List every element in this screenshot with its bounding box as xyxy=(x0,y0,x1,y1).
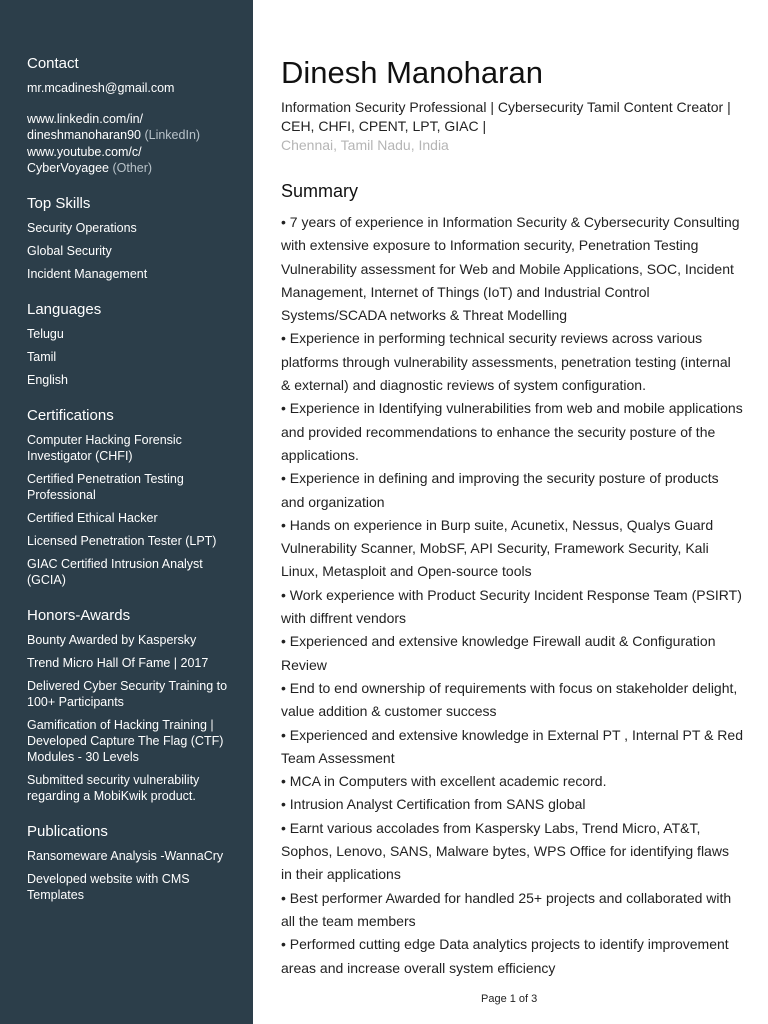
publications-section xyxy=(27,822,242,903)
headline: Information Security Professional | Cybersecurity Tamil Content Creator | CEH, CHFI, CPENT, LPT, GIAC | xyxy=(281,99,731,134)
summary-paragraph: • Experienced and extensive knowledge Firewall audit & Configuration Review xyxy=(281,633,716,673)
summary-title: Summary xyxy=(281,181,359,201)
language-item: English xyxy=(27,373,68,387)
email-link[interactable]: mr.mcadinesh@gmail.com xyxy=(27,81,175,95)
summary-paragraph: • MCA in Computers with excellent academic record. xyxy=(281,773,607,790)
linkedin-tag: (LinkedIn) xyxy=(144,128,201,142)
languages-title: Languages xyxy=(27,301,102,318)
linkedin-url-line1: www.linkedin.com/in/ xyxy=(27,112,144,126)
summary-paragraph: • End to end ownership of requirements with focus on stakeholder delight, value addition & customer success xyxy=(281,679,738,720)
location: Chennai, Tamil Nadu, India xyxy=(281,137,449,153)
sidebar xyxy=(0,0,253,1024)
certification-item: Computer Hacking Forensic Investigator (CHFI) xyxy=(27,433,182,463)
summary-paragraph: • Best performer Awarded for handled 25+ projects and collaborated with all the team members xyxy=(281,889,732,929)
summary-paragraph: • Experience in Identifying vulnerabilities from web and mobile applications and provided recommendations to enhance the security posture of the applications. xyxy=(281,400,743,463)
language-item: Telugu xyxy=(27,327,64,341)
summary-paragraph: • Performed cutting edge Data analytics projects to identify improvement areas and increase overall system efficiency xyxy=(281,936,729,976)
publications-title: Publications xyxy=(27,823,108,840)
skill-item: Security Operations xyxy=(27,221,137,235)
languages-section xyxy=(27,300,242,388)
contact-section xyxy=(27,54,242,176)
main-content xyxy=(281,54,743,980)
youtube-url-line2: CyberVoyagee xyxy=(27,161,110,175)
certification-item: Certified Penetration Testing Professional xyxy=(27,472,184,502)
certification-item: Licensed Penetration Tester (LPT) xyxy=(27,534,217,548)
certification-item: GIAC Certified Intrusion Analyst (GCIA) xyxy=(27,557,203,587)
summary-paragraph: • Earnt various accolades from Kaspersky Labs, Trend Micro, AT&T, Sophos, Lenovo, SANS, Malware bytes, WPS Office for identifying flaws in their applications xyxy=(281,819,729,883)
linkedin-url-line2: dineshmanoharan90 xyxy=(27,128,141,142)
linkedin-link[interactable] xyxy=(27,111,242,143)
summary-paragraph: • Experience in performing technical security reviews across various platforms through vulnerability assessments, penetration testing (internal & external) and diagnostic reviews of system configuration. xyxy=(281,330,731,394)
summary-paragraph: • Work experience with Product Security Incident Response Team (PSIRT) with diffrent vendors xyxy=(281,586,742,627)
honor-item: Bounty Awarded by Kaspersky xyxy=(27,633,197,647)
publication-item: Developed website with CMS Templates xyxy=(27,872,190,902)
summary-paragraph: • Intrusion Analyst Certification from SANS global xyxy=(281,796,586,813)
honor-item: Gamification of Hacking Training | Developed Capture The Flag (CTF) Modules - 30 Levels xyxy=(27,718,224,764)
person-name: Dinesh Manoharan xyxy=(281,55,543,90)
skill-item: Incident Management xyxy=(27,267,148,281)
skills-title: Top Skills xyxy=(27,195,91,212)
skill-item: Global Security xyxy=(27,244,112,258)
youtube-link[interactable] xyxy=(27,144,242,176)
summary-paragraph: • Experience in defining and improving the security posture of products and organization xyxy=(281,470,719,510)
youtube-url-line1: www.youtube.com/c/ xyxy=(27,145,142,159)
summary-paragraph: • Hands on experience in Burp suite, Acunetix, Nessus, Qualys Guard Vulnerability Scanner, MobSF, API Security, Framework Security, Kali Linux, Metasploit and Open-source tools xyxy=(281,516,714,580)
contact-title: Contact xyxy=(27,55,79,72)
honor-item: Trend Micro Hall Of Fame | 2017 xyxy=(27,656,209,670)
language-item: Tamil xyxy=(27,350,57,364)
summary-body xyxy=(281,211,743,980)
certifications-title: Certifications xyxy=(27,407,114,424)
certification-item: Certified Ethical Hacker xyxy=(27,511,158,525)
honors-section xyxy=(27,606,242,804)
honor-item: Delivered Cyber Security Training to 100+ Participants xyxy=(27,679,228,709)
skills-section xyxy=(27,194,242,282)
summary-paragraph: • Experienced and extensive knowledge in External PT , Internal PT & Red Team Assessment xyxy=(281,726,743,766)
honors-title: Honors-Awards xyxy=(27,607,131,624)
page-number: Page 1 of 3 xyxy=(481,993,538,1005)
honor-item: Submitted security vulnerability regarding a MobiKwik product. xyxy=(27,773,200,803)
youtube-tag: (Other) xyxy=(112,161,153,175)
summary-paragraph: • 7 years of experience in Information Security & Cybersecurity Consulting with extensive exposure to Information security, Penetration Testing Vulnerability assessment for Web and Mobile Applications, SOC, Incident Management, Internet of Things (IoT) and Industrial Control Systems/SCADA networks & Threat Modelling xyxy=(281,214,740,324)
certifications-section xyxy=(27,406,242,588)
publication-item: Ransomeware Analysis -WannaCry xyxy=(27,849,224,863)
